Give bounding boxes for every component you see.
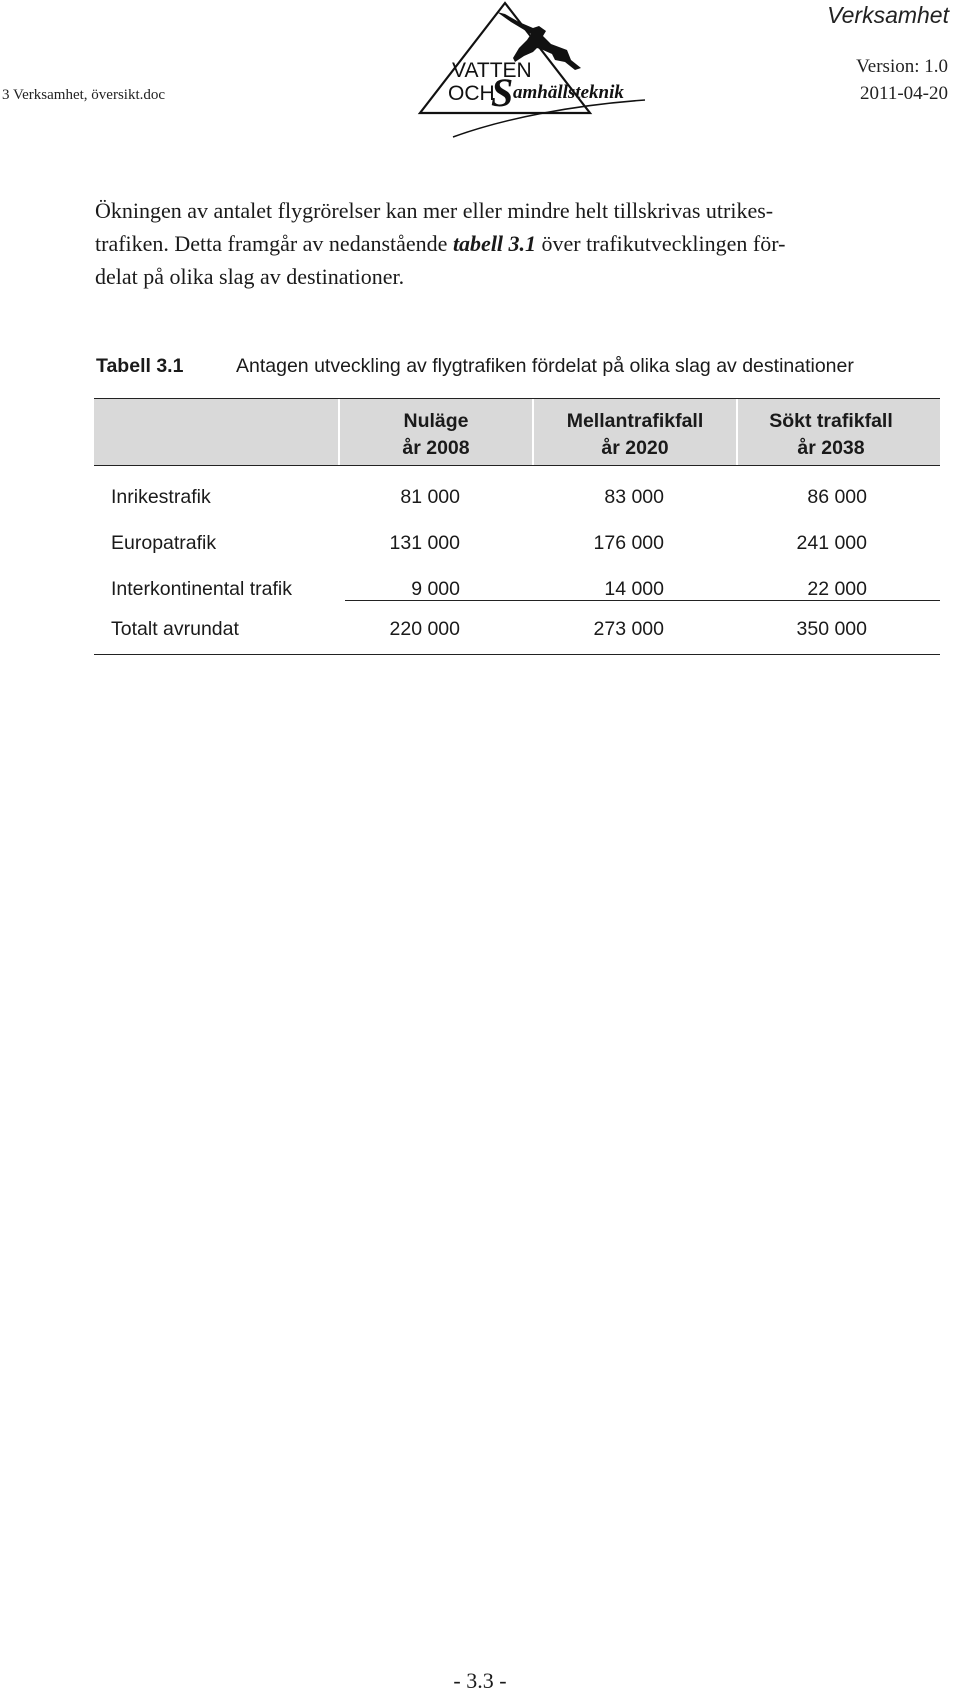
table-row <box>94 482 940 512</box>
table-reference: tabell 3.1 <box>452 231 537 256</box>
sum-rule <box>345 600 940 601</box>
cell-2008: 81 000 <box>400 486 460 508</box>
table-bottom-rule <box>94 654 940 655</box>
page-number: - 3.3 - <box>453 1668 507 1693</box>
company-logo <box>415 0 655 140</box>
svg-text:OCH: OCH <box>448 82 495 105</box>
table-row <box>94 528 940 558</box>
column-header-2020 <box>534 408 736 462</box>
svg-text:VATTEN: VATTEN <box>452 59 532 82</box>
table-caption-text: Antagen utveckling av flygtrafiken fördelat på olika slag av destinationer <box>236 355 854 377</box>
column-header-title: Sökt trafikfall <box>769 410 893 432</box>
column-header-2008 <box>340 408 532 462</box>
intro-line-1: Ökningen av antalet flygrörelser kan mer eller mindre helt tillskrivas utrikes- <box>95 198 774 223</box>
section-title: Verksamhet <box>827 2 949 28</box>
cell-2020: 83 000 <box>604 486 664 508</box>
intro-line-2-end: över trafikutvecklingen för- <box>536 231 786 256</box>
document-version: Version: 1.0 <box>856 56 948 77</box>
row-label: Interkontinental trafik <box>111 578 293 600</box>
cell-2008: 131 000 <box>389 532 460 554</box>
table-caption <box>96 355 956 378</box>
column-header-year: år 2038 <box>797 437 865 459</box>
cell-2038: 22 000 <box>807 578 867 600</box>
column-header-year: år 2020 <box>601 437 669 459</box>
cell-2038: 86 000 <box>807 486 867 508</box>
total-2020: 273 000 <box>593 618 664 640</box>
cell-2008: 9 000 <box>411 578 460 600</box>
total-2038: 350 000 <box>796 618 867 640</box>
table-caption-label: Tabell 3.1 <box>96 355 184 377</box>
column-header-year: år 2008 <box>402 437 470 459</box>
intro-line-3: delat på olika slag av destinationer. <box>95 264 405 289</box>
column-header-2038 <box>738 408 924 462</box>
cell-2020: 176 000 <box>593 532 664 554</box>
page-header <box>0 0 960 140</box>
total-2008: 220 000 <box>389 618 460 640</box>
document-filename: 3 Verksamhet, översikt.doc <box>2 87 166 103</box>
document-date: 2011-04-20 <box>860 83 948 104</box>
column-header-title: Nuläge <box>403 410 469 432</box>
svg-text:amhällsteknik: amhällsteknik <box>513 82 624 103</box>
column-header-title: Mellantrafikfall <box>566 410 704 432</box>
table-total-row <box>94 614 940 644</box>
svg-text:S: S <box>491 70 514 115</box>
row-label: Europatrafik <box>111 532 217 554</box>
intro-line-2 <box>95 227 915 260</box>
intro-paragraph <box>95 194 915 293</box>
cell-2020: 14 000 <box>604 578 664 600</box>
row-label: Inrikestrafik <box>111 486 211 508</box>
intro-line-2-start: trafiken. Detta framgår av nedanstående <box>95 231 453 256</box>
cell-2038: 241 000 <box>796 532 867 554</box>
total-label: Totalt avrundat <box>111 618 239 640</box>
table-header <box>94 398 940 466</box>
